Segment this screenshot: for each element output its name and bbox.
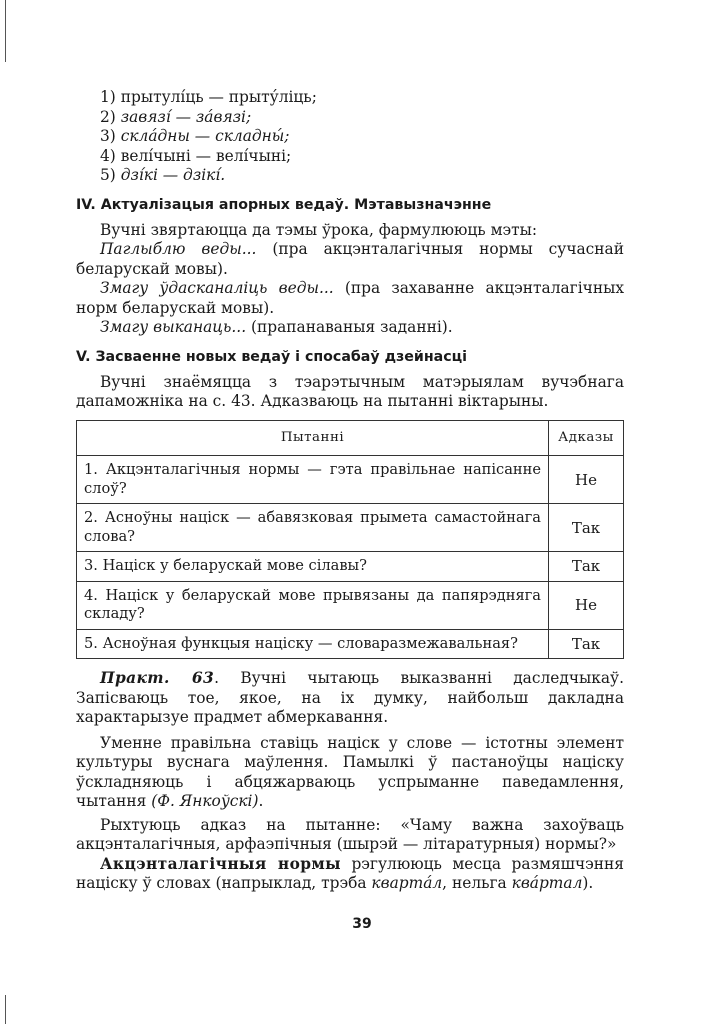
quote-end: .: [258, 792, 264, 811]
list-item: [76, 88, 624, 108]
goal-item: [76, 318, 624, 338]
answer-cell: Не: [549, 456, 624, 504]
definition-text: ).: [582, 874, 594, 893]
list-item: [76, 166, 624, 186]
list-item: [76, 147, 624, 167]
goal-lead: Паглыблю веды...: [100, 240, 257, 259]
goal-item: [76, 240, 624, 279]
goal-lead: Змагу ўдасканаліць веды...: [100, 279, 334, 298]
question-cell: 4. Націск у беларускай мове прывязаны да папярэдняга складу?: [77, 581, 549, 629]
section-iv-intro: Вучні звяртаюцца да тэмы ўрока, фармулююць мэты:: [100, 220, 538, 239]
goal-item: [76, 279, 624, 318]
list-item: [76, 108, 624, 128]
numbered-list: [76, 88, 624, 186]
answer-cell: Не: [549, 581, 624, 629]
term-bold: Акцэнталагічныя нормы: [100, 854, 341, 873]
list-item: [76, 127, 624, 147]
praxis-paragraph: [76, 669, 624, 728]
section-v-intro: Вучні знаёмяцца з тэарэтычным матэрыялам вучэбнага дапаможніка на с. 43. Адказваюць на пытанні віктарыны.: [76, 372, 624, 411]
question-cell: 1. Акцэнталагічныя нормы — гэта правільнае напісанне слоў?: [77, 456, 549, 504]
table-row: [77, 504, 624, 552]
quote-author: (Ф. Янкоўскі): [151, 792, 259, 811]
question-cell: 2. Асноўны націск — абавязковая прымета самастойнага слова?: [77, 504, 549, 552]
section-heading-v: V. Засваенне новых ведаў і спосабаў дзейнасці: [76, 348, 467, 365]
answer-cell: Так: [549, 629, 624, 659]
table-header-row: [77, 420, 624, 456]
list-number: 3): [100, 127, 116, 146]
table-row: [77, 552, 624, 582]
definition-text: рэгулююць месца размяшчэння націску ў словах (напрыклад, трэба: [76, 854, 624, 893]
definition-paragraph: [76, 855, 624, 894]
quote-text: Уменне правільна ставіць націск у слове — істотны элемент культуры вуснага маўлення. Памылкі ў пастаноўцы націску ўскладняюць і абцяжарваюць успрыманне паведамлення, чытання: [76, 733, 624, 811]
left-margin-line: [5, 0, 6, 62]
goal-rest: (прапанаваныя заданні).: [246, 318, 453, 337]
question-cell: 5. Асноўная функцыя націску — словаразмежавальная?: [77, 629, 549, 659]
list-text: дзíкі — дзікí.: [120, 166, 226, 185]
column-header-answers: Адказы: [549, 420, 624, 456]
table-row: [77, 581, 624, 629]
question-cell: 3. Націск у беларускай мове сілавы?: [77, 552, 549, 582]
list-number: 5): [100, 166, 116, 185]
column-header-questions: Пытанні: [77, 420, 549, 456]
goal-lead: Змагу выканаць...: [100, 318, 247, 337]
list-text: завязí — за́вязі;: [120, 107, 252, 126]
example-correct: кварта́л: [371, 874, 443, 893]
list-number: 4): [100, 146, 116, 165]
answer-cell: Так: [549, 552, 624, 582]
praxis-text: . Вучні чытаюць выказванні даследчыкаў. Запісваюць тое, якое, на іх думку, найбольш дакладна характарызуе прадмет абмеркавання.: [76, 669, 624, 727]
list-number: 1): [100, 88, 116, 106]
quote-paragraph: [76, 734, 624, 812]
table-row: [77, 456, 624, 504]
table-row: [77, 629, 624, 659]
list-number: 2): [100, 107, 116, 126]
quiz-table: [76, 420, 624, 660]
praxis-label: Практ. 63: [100, 669, 215, 688]
page-content: [76, 88, 624, 894]
list-text: скла́дны — складны́;: [120, 127, 290, 146]
definition-text: , нельга: [442, 874, 512, 893]
section-heading-iv: IV. Актуалізацыя апорных ведаў. Мэтавызначэнне: [76, 196, 492, 213]
page-number: 39: [352, 916, 372, 932]
answer-paragraph: Рыхтуюць адказ на пытанне: «Чаму важна захоўваць акцэнталагічныя, арфаэпічныя (шырэй — літаратурныя) нормы?»: [76, 815, 624, 854]
goal-rest: (пра акцэнталагічныя нормы сучаснай беларускай мовы).: [76, 240, 624, 278]
list-text: прытулíць — прыту́ліць;: [120, 88, 317, 106]
list-text: велíчыні — велíчыні;: [120, 146, 292, 165]
answer-cell: Так: [549, 504, 624, 552]
goal-rest: (пра захаванне акцэнталагічных норм беларускай мовы).: [76, 279, 625, 317]
example-wrong: ква́ртал: [511, 874, 583, 893]
left-margin-line: [5, 995, 6, 1024]
